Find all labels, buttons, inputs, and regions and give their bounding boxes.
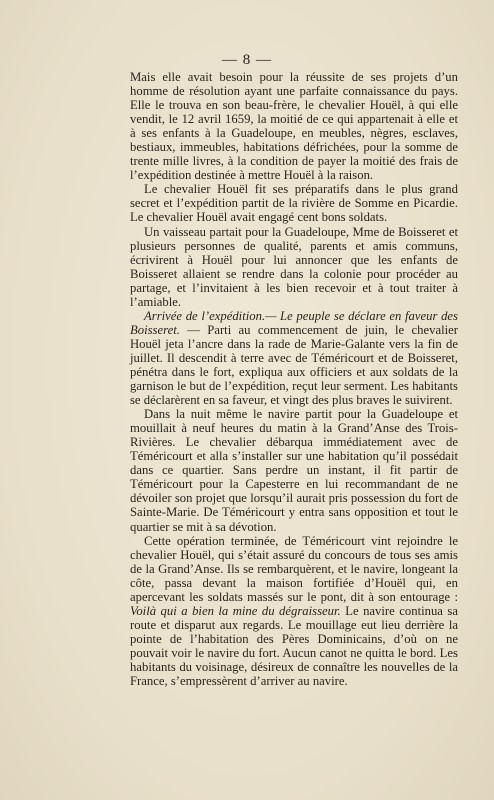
paragraph-4 xyxy=(130,309,458,407)
paragraph-5: Dans la nuit même le navire partit pour la Guadeloupe et mouillait à neuf heures du matin à la Grand’Anse des Trois-Rivières. Le chevalier débarqua immédiatement avec de Téméricourt et alla s’installer sur une habitation qu’il possédait dans ce quartier. Sans perdre un instant, il fit partir de Téméricourt pour la Capesterre en lui recommandant de ne dévoiler son projet que lorsqu’il aurait pris possession du fort de Sainte-Marie. De Téméricourt y entra sans opposition et tout le quartier se mit à sa dévotion. xyxy=(130,407,458,534)
page-number: — 8 — xyxy=(222,52,272,68)
section-title: Arrivée de l’expédition.— Le peuple se déclare en faveur des Boisseret. xyxy=(130,308,458,337)
paragraph-2: Le chevalier Houël fit ses préparatifs dans le plus grand secret et l’expédition partit de la rivière de Somme en Picardie. Le chevalier Houël avait engagé cent bons soldats. xyxy=(130,182,458,225)
paragraph-6-text-a: Cette opération terminée, de Téméricourt vint rejoindre le chevalier Houël, qui s’était assuré du concours de tous ses amis de la Grand’Anse. Ils se rembarquèrent, et le navire, longeant la côte, passa devant la maison fortifiée d’Houël qui, en apercevant les soldats massés sur le pont, dit à son entourage : xyxy=(130,533,458,604)
paragraph-4-text: — Parti au commencement de juin, le chevalier Houël jeta l’ancre dans la rade de Marie-Galante vers la fin de juillet. Il descendit à terre avec de Téméricourt et de Boisseret, pénétra dans le fort, expliqua aux officiers et aux soldats de la garnison le but de l’expédition, reçut leur serment. Les habitants se déclarèrent en sa faveur, et vingt des plus braves le suivirent. xyxy=(130,322,458,408)
body-text xyxy=(130,70,458,688)
paragraph-6-text-b: Le navire continua sa route et disparut aux regards. Le mouillage eut lieu derrière la pointe de l’habitation des Pères Dominicains, d’où on ne pouvait voir le navire du fort. Aucun canot ne quitta le bord. Les habitants du voisinage, désireux de connaître les nouvelles de la France, s’empressèrent d’arriver au navire. xyxy=(130,603,458,689)
paragraph-3: Un vaisseau partait pour la Guadeloupe, Mme de Boisseret et plusieurs personnes de qualité, parents et amis communs, écrivirent à Houël pour lui annoncer que les enfants de Boisseret allaient se rendre dans la colonie pour procéder au partage, et l’invitaient à les bien recevoir et à tout traiter à l’amiable. xyxy=(130,224,458,309)
paragraph-1: Mais elle avait besoin pour la réussite de ses projets d’un homme de résolution ayant une parfaite connaissance du pays. Elle le trouva en son beau-frère, le chevalier Houël, à qui elle vendit, le 12 avril 1659, la moitié de ce qui appartenait à elle et à ses enfants à la Guadeloupe, en meubles, nègres, esclaves, bestiaux, immeubles, habitations défrichées, pour la somme de trente mille livres, à la condition de payer la moitié des frais de l’expédition destinée à mettre Houël à la raison. xyxy=(130,70,458,183)
quote: Voilà qui a bien la mine du dégraisseur. xyxy=(130,603,341,618)
paragraph-6 xyxy=(130,534,458,689)
